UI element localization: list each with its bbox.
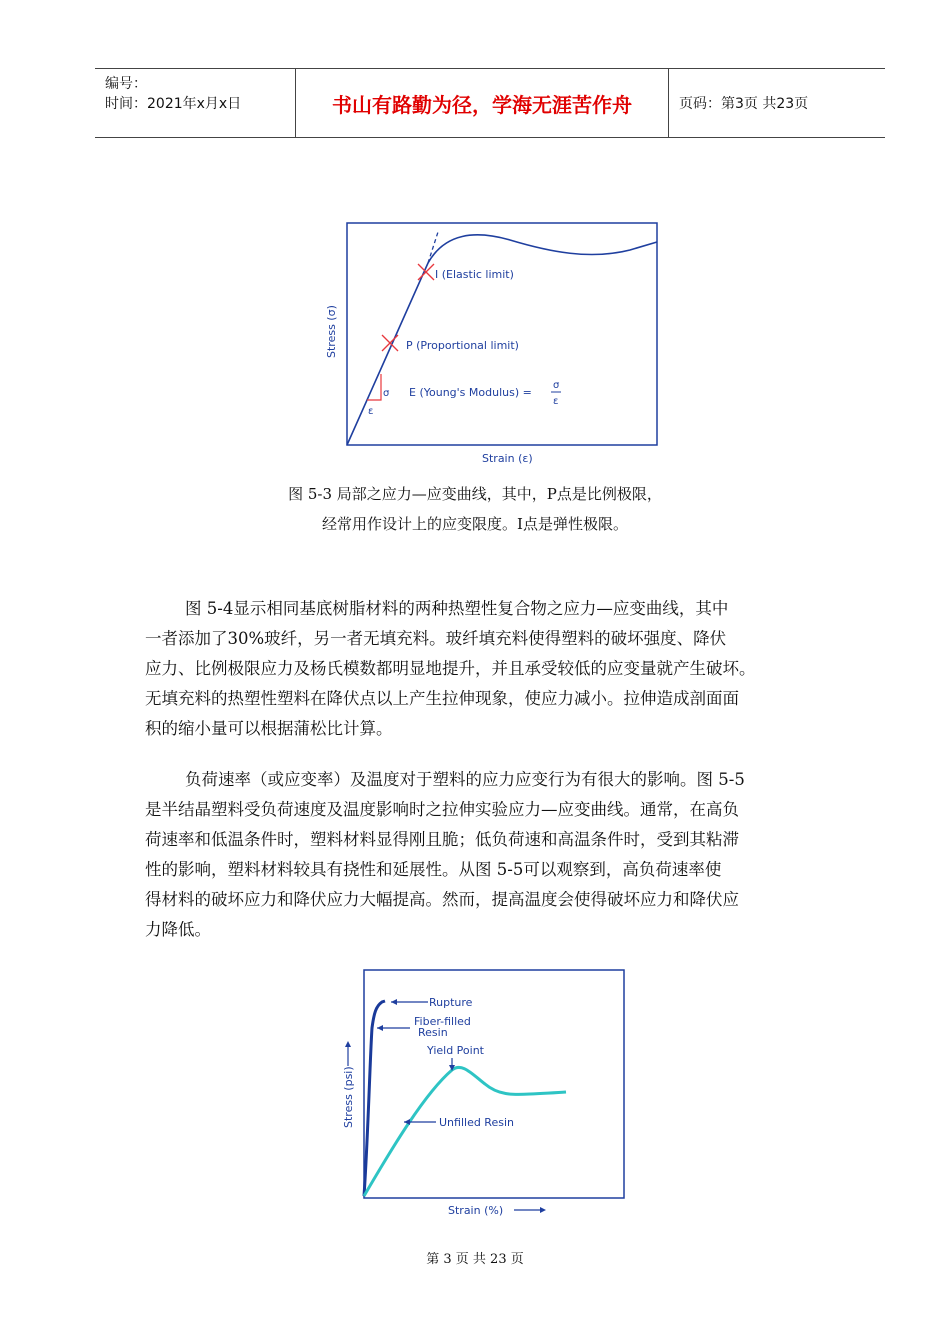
unfilled-resin-curve <box>364 1067 566 1196</box>
fiber-arrowhead <box>377 1025 383 1031</box>
stress-strain-figure-5-4 <box>330 968 630 1220</box>
paragraph-1-line: 积的缩小量可以根据蒲松比计算。 <box>145 719 393 738</box>
paragraph-2-line: 负荷速率（或应变率）及温度对于塑料的应力应变行为有很大的影响。图 5-5 <box>185 770 745 789</box>
figure1-y-label: Stress (σ) <box>325 305 338 358</box>
yield-point-label: Yield Point <box>427 1044 484 1057</box>
proportional-limit-label: P (Proportional limit) <box>406 339 519 352</box>
rupture-arrowhead <box>391 999 397 1005</box>
paragraph-2-line: 是半结晶塑料受负荷速度及温度影响时之拉伸实验应力—应变曲线。通常，在高负 <box>145 800 739 819</box>
header-page-info: 页码：第3页 共23页 <box>679 96 809 112</box>
paragraph-1 <box>145 594 845 744</box>
x-axis-arrowhead <box>540 1207 546 1213</box>
caption-line-2: 经常用作设计上的应变限度。I点是弹性极限。 <box>322 515 628 533</box>
figure2-x-label: Strain (%) <box>448 1204 504 1217</box>
paragraph-2-line: 得材料的破坏应力和降伏应力大幅提高。然而，提高温度会使得破坏应力和降伏应 <box>145 890 739 909</box>
figure1-frame <box>347 223 657 445</box>
fiber-label-1: Fiber-filled <box>414 1015 471 1028</box>
header-motto: 书山有路勤为径，学海无涯苦作舟 <box>296 69 669 137</box>
y-axis-arrowhead <box>345 1041 351 1047</box>
frac-bottom: ε <box>553 396 559 407</box>
frac-top: σ <box>553 380 560 391</box>
header-meta <box>95 69 296 137</box>
paragraph-1-line: 无填充料的热塑性塑料在降伏点以上产生拉伸现象，使应力减小。拉伸造成剖面面 <box>145 689 739 708</box>
paragraph-1-line: 图 5-4显示相同基底树脂材料的两种热塑性复合物之应力—应变曲线，其中 <box>185 599 729 618</box>
paragraph-2-line: 性的影响，塑料材料较具有挠性和延展性。从图 5-5可以观察到，高负荷速率使 <box>145 860 722 879</box>
time-label: 时间：2021年x月x日 <box>105 96 242 112</box>
paragraph-2 <box>145 765 845 945</box>
paragraph-2-line: 力降低。 <box>145 920 211 939</box>
figure2-y-label: Stress (psi) <box>342 1066 355 1128</box>
figure1-x-label: Strain (ε) <box>482 452 533 465</box>
page-header <box>95 68 885 138</box>
stress-strain-figure-5-3 <box>320 218 670 470</box>
fiber-label-2: Resin <box>418 1026 448 1039</box>
figure1-extension-dash <box>428 232 438 263</box>
unfilled-resin-label: Unfilled Resin <box>439 1116 514 1129</box>
paragraph-2-line: 荷速率和低温条件时，塑料材料显得刚且脆；低负荷速和高温条件时，受到其粘滞 <box>145 830 739 849</box>
elastic-limit-label: I (Elastic limit) <box>435 268 514 281</box>
sigma-mark: σ <box>383 388 390 399</box>
caption-line-1: 图 5-3 局部之应力—应变曲线，其中，P点是比例极限， <box>288 485 662 503</box>
page-footer: 第 3 页 共 23 页 <box>426 1252 524 1267</box>
youngs-modulus-label: E (Young's Modulus) = <box>409 386 532 399</box>
figure2-frame <box>364 970 624 1198</box>
number-label: 编号： <box>105 76 147 92</box>
rupture-label: Rupture <box>429 996 473 1009</box>
paragraph-1-line: 一者添加了30%玻纤，另一者无填充料。玻纤填充料使得塑料的破坏强度、降伏 <box>145 629 727 648</box>
epsilon-mark: ε <box>368 406 374 417</box>
paragraph-1-line: 应力、比例极限应力及杨氏模数都明显地提升，并且承受较低的应变量就产生破坏。 <box>145 659 756 678</box>
